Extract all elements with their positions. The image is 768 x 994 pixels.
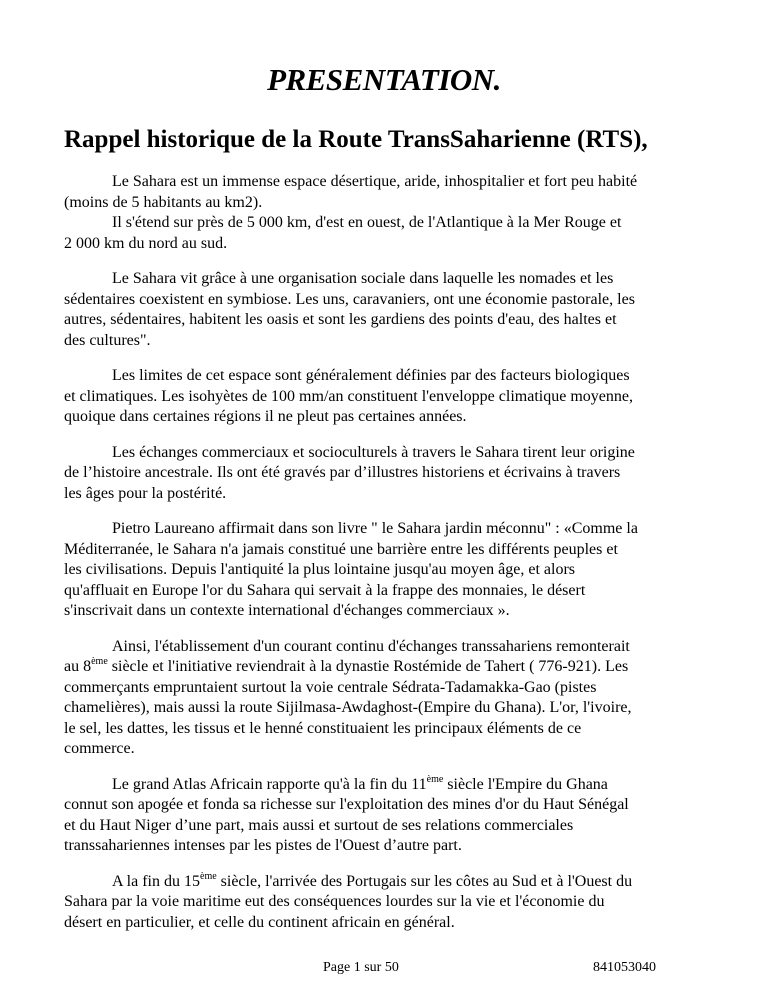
body-text <box>64 172 714 948</box>
text-line: chamelières), mais aussi la route Sijilmasa-Awdaghost-(Empire du Ghana). L'or, l'ivoire, <box>64 699 632 716</box>
text-line: Les limites de cet espace sont généralement définies par des facteurs biologiques <box>112 367 630 384</box>
text-line: les civilisations. Depuis l'antiquité la plus lointaine jusqu'au moyen âge, et alors <box>64 561 575 578</box>
text-line: des cultures". <box>64 331 151 349</box>
text-line: Le Sahara est un immense espace désertique, aride, inhospitalier et fort peu habité <box>112 173 638 190</box>
ordinal-superscript: ème <box>91 656 108 667</box>
text-line: Le Sahara vit grâce à une organisation sociale dans laquelle les nomades et les <box>112 270 614 287</box>
text-line: désert en particulier, et celle du continent africain en général. <box>64 913 455 931</box>
text-line: s'inscrivait dans un contexte international d'échanges commerciaux ». <box>64 602 510 619</box>
text-line: au 8ème siècle et l'initiative reviendrait à la dynastie Rostémide de Tahert ( 776-921). Les <box>64 656 629 675</box>
text-line: Les échanges commerciaux et socioculturels à travers le Sahara tirent leur origine <box>112 443 635 461</box>
paragraph <box>64 872 714 934</box>
text-line: (moins de 5 habitants au km2). <box>64 193 263 211</box>
text-line: Ainsi, l'établissement d'un courant continu d'échanges transsahariens remonterait <box>112 637 630 655</box>
text-line: le sel, les dattes, les tissus et le henné constituaient les principaux éléments de ce <box>64 719 582 737</box>
text-line: commerçants empruntaient surtout la voie centrale Sédrata-Tadamakka-Gao (pistes <box>64 678 597 696</box>
paragraph <box>64 366 714 428</box>
ordinal-superscript: ème <box>426 773 444 785</box>
text-line: transsahariennes intenses par les pistes de l'Ouest d’autre part. <box>64 837 462 854</box>
page-footer <box>0 960 768 984</box>
page-number: Page 1 sur 50 <box>323 960 399 975</box>
paragraph <box>64 172 714 213</box>
text-line: de l’histoire ancestrale. Ils ont été gravés par d’illustres historiens et écrivains à travers <box>64 464 621 481</box>
text-line: Il s'étend sur près de 5 000 km, d'est en ouest, de l'Atlantique à la Mer Rouge et <box>112 214 622 231</box>
paragraph <box>64 519 714 622</box>
text-line: commerce. <box>64 740 135 757</box>
paragraph <box>64 213 714 254</box>
paragraph <box>64 775 714 857</box>
text-line: Le grand Atlas Africain rapporte qu'à la fin du 11ème siècle l'Empire du Ghana <box>112 773 608 793</box>
paragraph <box>64 637 714 760</box>
paragraph <box>64 443 714 505</box>
document-id: 841053040 <box>593 960 656 975</box>
text-line: 2 000 km du nord au sud. <box>64 234 228 252</box>
text-line: Sahara par la voie maritime eut des conséquences lourdes sur la vie et l'économie du <box>64 893 605 910</box>
text-line: qu'affluait en Europe l'or du Sahara qui servait à la frappe des monnaies, le désert <box>64 581 586 599</box>
text-line: A la fin du 15ème siècle, l'arrivée des Portugais sur les côtes au Sud et à l'Ouest du <box>112 870 633 890</box>
section-heading: Rappel historique de la Route TransSaharienne (RTS), <box>64 126 648 153</box>
text-line: les âges pour la postérité. <box>64 484 227 502</box>
paragraph <box>64 269 714 351</box>
text-line: sédentaires coexistent en symbiose. Les uns, caravaniers, ont une économie pastorale, les <box>64 290 635 308</box>
text-line: autres, sédentaires, habitent les oasis et sont les gardiens des points d'eau, des haltes et <box>64 311 617 328</box>
text-line: Pietro Laureano affirmait dans son livre " le Sahara jardin méconnu" : «Comme la <box>112 520 638 537</box>
text-line: Méditerranée, le Sahara n'a jamais constitué une barrière entre les différents peuples et <box>64 540 618 558</box>
text-line: quoique dans certaines régions il ne pleut pas certaines années. <box>64 408 467 425</box>
page-title: PRESENTATION. <box>267 62 501 97</box>
text-line: et du Haut Niger d’une part, mais aussi et surtout de ses relations commerciales <box>64 816 574 834</box>
text-line: et climatiques. Les isohyètes de 100 mm/an constituent l'enveloppe climatique moyenne, <box>64 387 633 405</box>
text-line: connut son apogée et fonda sa richesse sur l'exploitation des mines d'or du Haut Sénégal <box>64 796 629 813</box>
ordinal-superscript: ème <box>200 870 217 882</box>
